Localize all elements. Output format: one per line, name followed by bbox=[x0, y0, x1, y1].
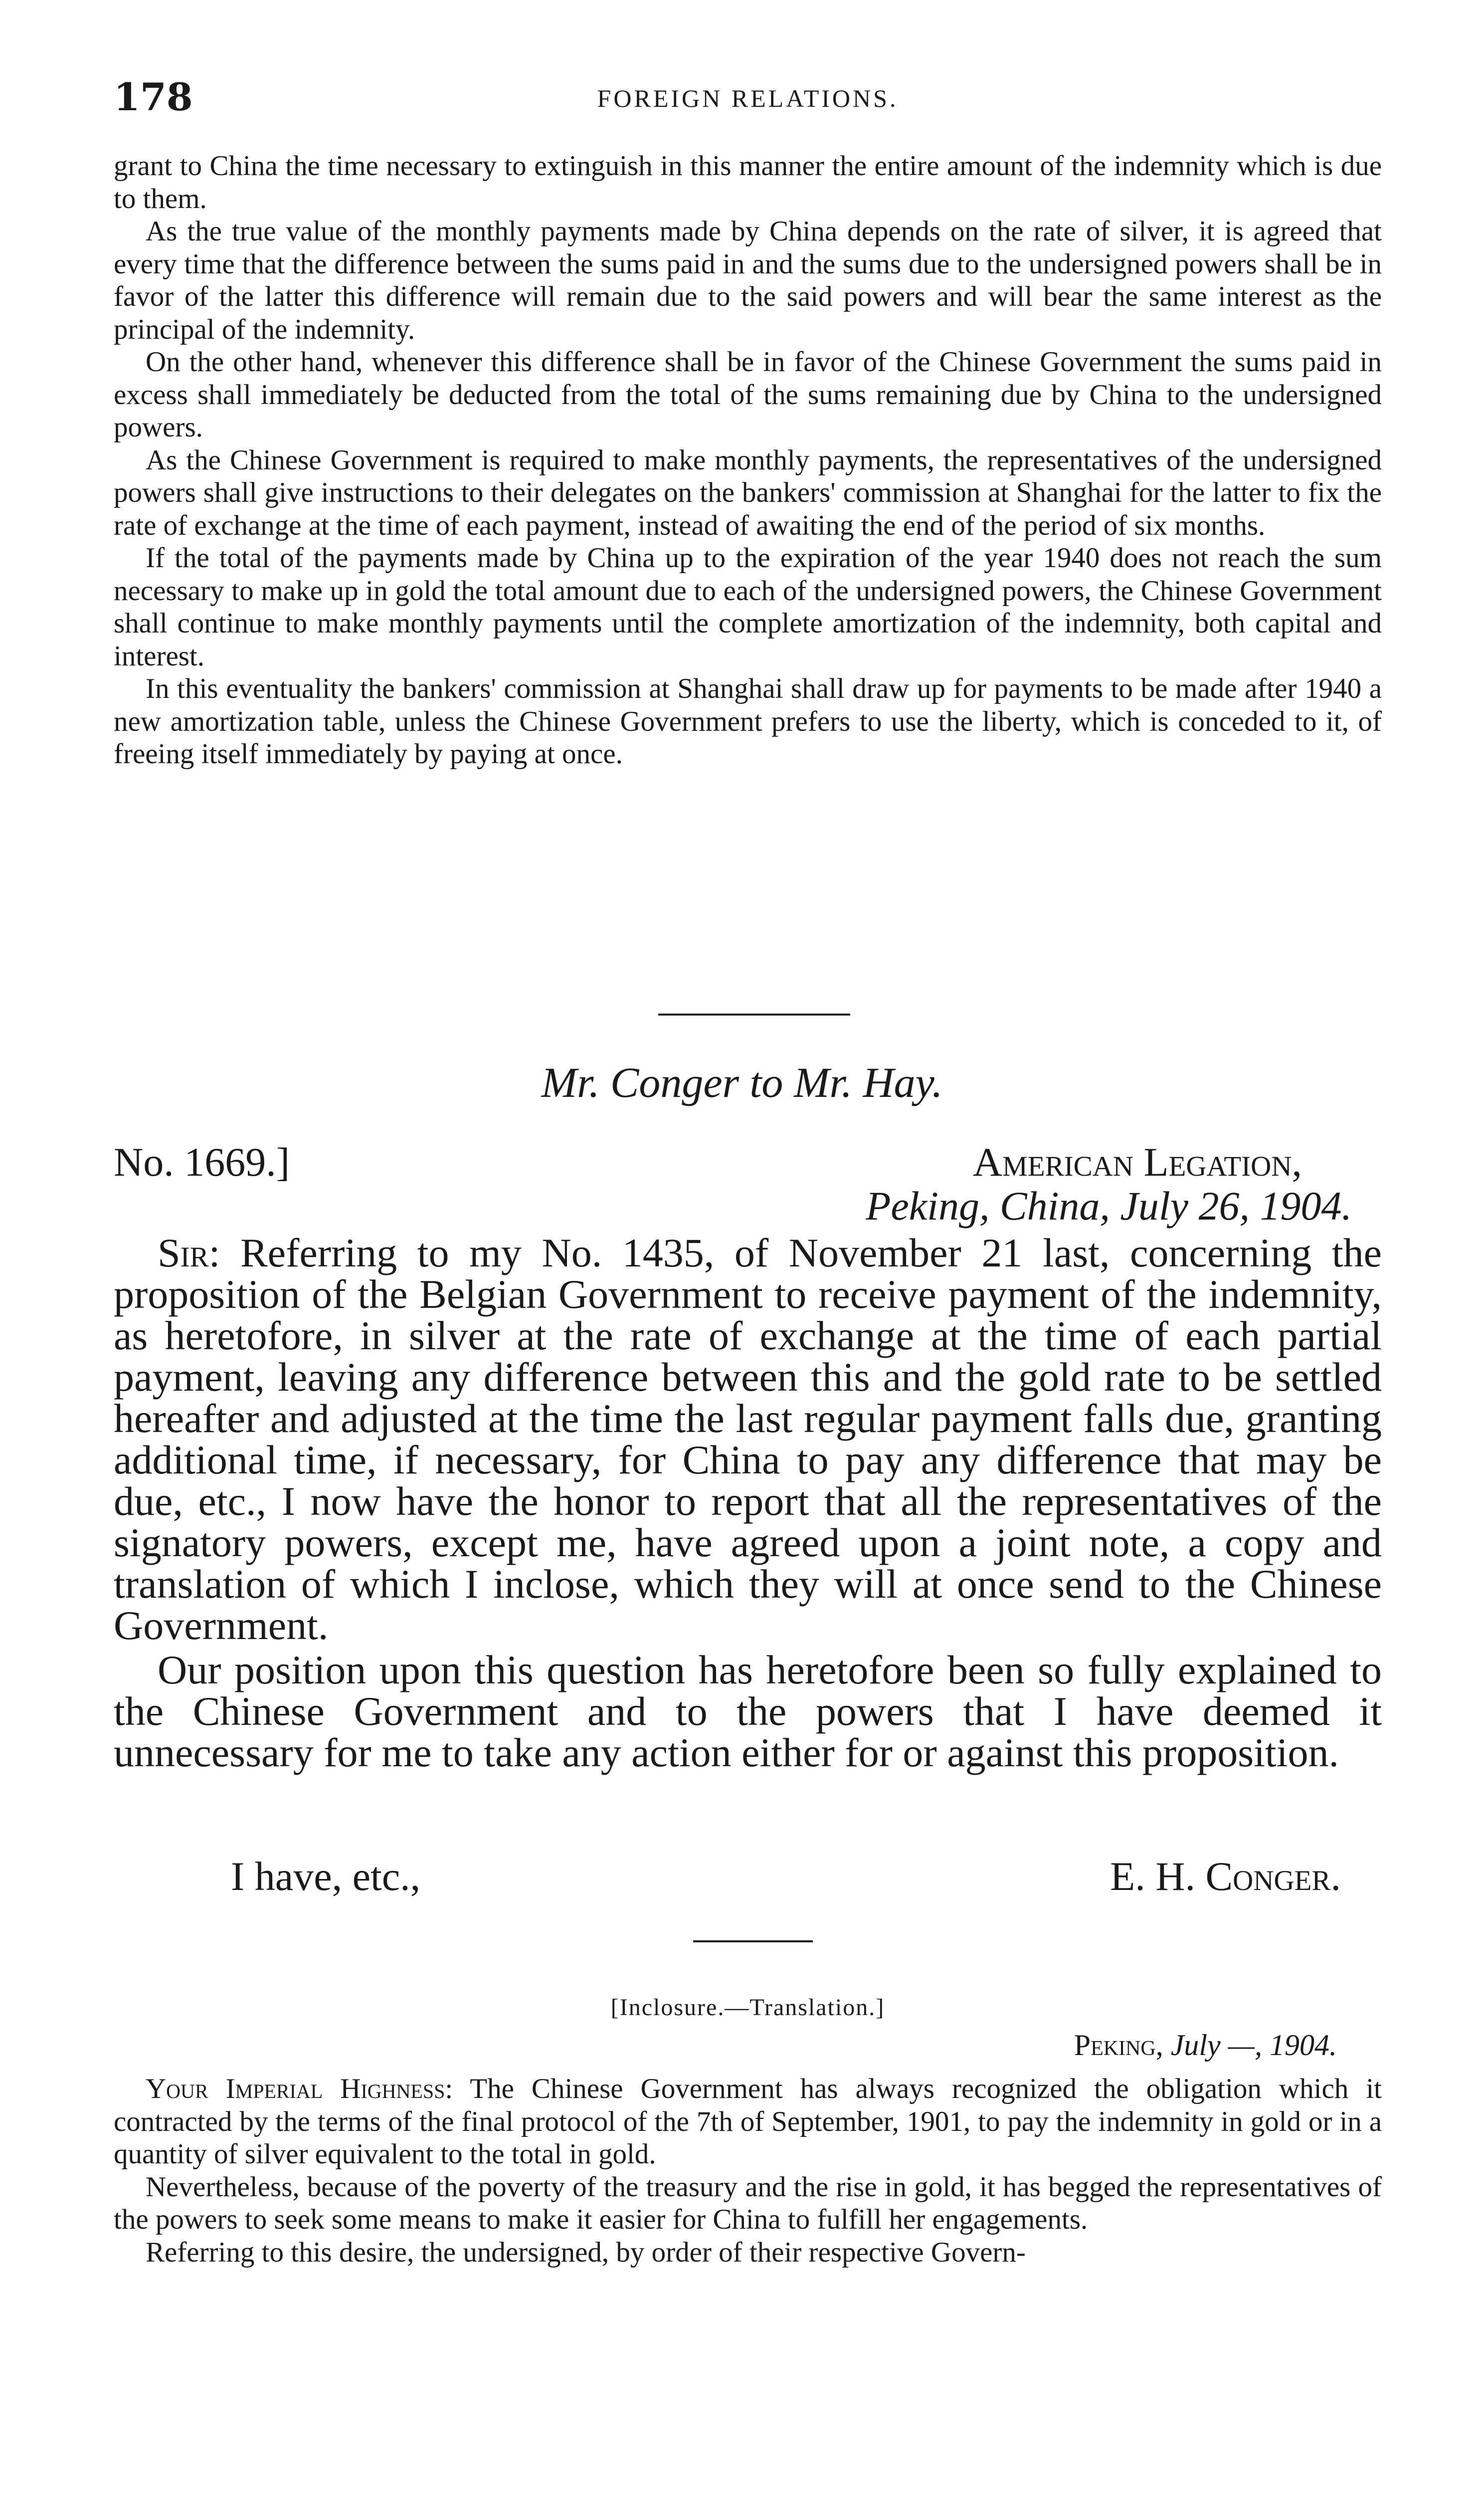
section-divider bbox=[658, 1014, 850, 1016]
page-number: 178 bbox=[114, 75, 193, 119]
paragraph: grant to China the time necessary to extinguish in this manner the entire amount of the indemnity which is due to them. bbox=[114, 150, 1382, 214]
paragraph: If the total of the payments made by China up to the expiration of the year 1940 does not reach the sum necessary to make up in gold the total amount due to each of the undersigned powers, the Chinese Government shall continue to make monthly payments until the complete amortization of the indemnity, both capital and interest. bbox=[114, 542, 1382, 672]
inclosure-paragraph bbox=[114, 2073, 1382, 2171]
paragraph: As the true value of the monthly payments made by China depends on the rate of silver, it is agreed that every time that the difference between the sums paid in and the sums due to the undersigned powers shall be in favor of the latter this difference will remain due to the said powers and will bear the same interest as the principal of the indemnity. bbox=[114, 215, 1382, 345]
letter-signature-row bbox=[114, 1854, 1382, 1899]
inclosure-paragraph-text: The Chinese Government has always recognized the obligation which it contracted by the terms of the final protocol of the 7th of September, 1901, to pay the indemnity in gold or in a quantity of silver equivalent to the total in gold. bbox=[114, 2073, 1382, 2170]
letter-number: No. 1669.] bbox=[114, 1139, 290, 1185]
section-divider bbox=[693, 1940, 813, 1942]
dateline-date: July —, 1904. bbox=[1170, 2029, 1337, 2062]
letter-heading: Mr. Conger to Mr. Hay. bbox=[541, 1058, 943, 1106]
inclosure-dateline bbox=[114, 2028, 1382, 2063]
signature: E. H. Conger. bbox=[1110, 1854, 1341, 1899]
letter-dateline: Peking, China, July 26, 1904. bbox=[866, 1183, 1352, 1229]
dateline-place: Peking, bbox=[1074, 2029, 1163, 2062]
protocol-continuation bbox=[114, 150, 1382, 771]
paragraph: On the other hand, whenever this difference shall be in favor of the Chinese Government the sums paid in excess shall immediately be deducted from the total of the sums remaining due by China to the undersigned powers. bbox=[114, 346, 1382, 443]
running-head: FOREIGN RELATIONS. bbox=[597, 84, 899, 112]
inclosure-body bbox=[114, 2073, 1382, 2269]
inclosure-paragraph: Referring to this desire, the undersigned, by order of their respective Govern- bbox=[146, 2236, 1026, 2268]
letter-place-line2 bbox=[114, 1184, 1382, 1229]
inclosure-salutation: Your Imperial Highness: bbox=[146, 2073, 453, 2104]
inclosure-paragraph: Nevertheless, because of the poverty of the treasury and the rise in gold, it has begged the representatives of the powers to seek some means to make it easier for China to fulfill her engagements. bbox=[114, 2171, 1382, 2235]
letter-paragraph-text: Referring to my No. 1435, of November 21 last, concerning the proposition of the Belgian Government to receive payment of the indemnity, as heretofore, in silver at the rate of exchange at the time of each partial payment, leaving any difference between this and the gold rate to be settled hereafter and adjusted at the time the last regular payment falls due, granting additional time, if necessary, for China to pay any difference that may be due, etc., I now have the honor to report that all the representatives of the signatory powers, except me, have agreed upon a joint note, a copy and translation of which I inclose, which they will at once send to the Chinese Government. bbox=[114, 1230, 1382, 1648]
paragraph: In this eventuality the bankers' commission at Shanghai shall draw up for payments to be made after 1940 a new amortization table, unless the Chinese Government prefers to use the liberty, which is conceded to it, of freeing itself immediately by paying at once. bbox=[114, 673, 1382, 770]
legation-name: American Legation, bbox=[972, 1139, 1302, 1185]
letter-paragraph bbox=[114, 1232, 1382, 1646]
letter-closing: I have, etc., bbox=[231, 1854, 421, 1899]
letter-place-line1 bbox=[114, 1140, 1382, 1185]
page-header bbox=[114, 75, 1382, 130]
salutation: Sir: bbox=[158, 1230, 220, 1275]
letter-body bbox=[114, 1232, 1382, 1773]
inclosure-label: [Inclosure.—Translation.] bbox=[610, 1994, 885, 2021]
paragraph: As the Chinese Government is required to make monthly payments, the representatives of the undersigned powers shall give instructions to their delegates on the bankers' commission at Shanghai for the latter to fix the rate of exchange at the time of each payment, instead of awaiting the end of the period of six months. bbox=[114, 444, 1382, 541]
letter-paragraph: Our position upon this question has heretofore been so fully explained to the Chinese Government and to the powers that I have deemed it unnecessary for me to take any action either for or against this proposition. bbox=[114, 1647, 1382, 1775]
